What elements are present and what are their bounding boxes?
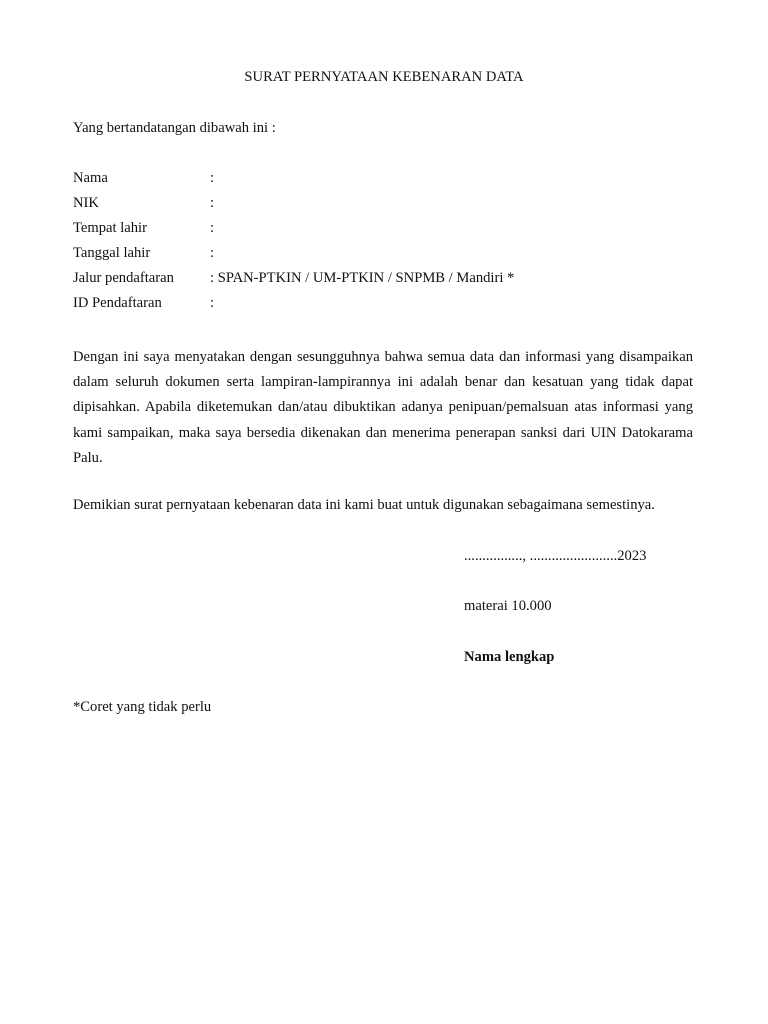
field-label: NIK bbox=[73, 195, 99, 211]
field-value: : bbox=[210, 170, 215, 186]
intro-text: Yang bertandatangan dibawah ini : bbox=[73, 120, 276, 136]
field-row-jalur-pendaftaran bbox=[73, 269, 693, 294]
field-value: : bbox=[210, 220, 215, 236]
field-value: : bbox=[210, 245, 215, 261]
footnote: *Coret yang tidak perlu bbox=[73, 699, 212, 715]
field-row-id-pendaftaran bbox=[73, 294, 693, 319]
field-label: Tanggal lahir bbox=[73, 245, 151, 261]
document-title: SURAT PERNYATAAN KEBENARAN DATA bbox=[244, 69, 524, 85]
field-label: ID Pendaftaran bbox=[73, 295, 162, 311]
field-label: Tempat lahir bbox=[73, 220, 147, 236]
field-value: : SPAN-PTKIN / UM-PTKIN / SNPMB / Mandiri * bbox=[210, 270, 515, 286]
statement-paragraph: Dengan ini saya menyatakan dengan sesungguhnya bahwa semua data dan informasi yang disampaikan dalam seluruh dokumen serta lampiran-lampirannya ini adalah benar dan kesatuan yang tidak dapat dipisahkan. Apabila diketemukan dan/atau dibuktikan adanya penipuan/pemalsuan atas informasi yang kami sampaikan, maka saya bersedia dikenakan dan menerima penerapan sanksi dari UIN Datokarama Palu. bbox=[73, 349, 693, 466]
closing-paragraph: Demikian surat pernyataan kebenaran data ini kami buat untuk digunakan sebagaimana semestinya. bbox=[73, 497, 655, 513]
signature-stamp: materai 10.000 bbox=[464, 598, 552, 614]
signature-place-date: ................, ........................2023 bbox=[464, 548, 647, 564]
field-row-nik bbox=[73, 194, 693, 219]
signature-name: Nama lengkap bbox=[464, 649, 555, 665]
field-label: Nama bbox=[73, 170, 108, 186]
field-row-tanggal-lahir bbox=[73, 244, 693, 269]
field-row-nama bbox=[73, 169, 693, 194]
field-label: Jalur pendaftaran bbox=[73, 270, 174, 286]
field-row-tempat-lahir bbox=[73, 219, 693, 244]
field-value: : bbox=[210, 195, 215, 211]
identity-fields bbox=[73, 169, 693, 319]
field-value: : bbox=[210, 295, 215, 311]
